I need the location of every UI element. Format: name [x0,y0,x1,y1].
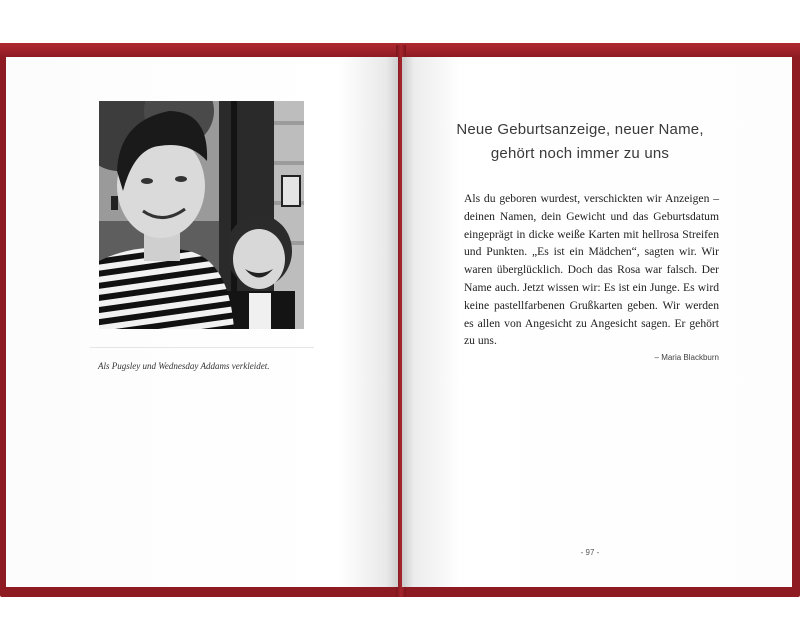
caption-divider [90,347,314,348]
attribution: – Maria Blackburn [654,353,719,362]
portrait-photo [99,101,304,329]
chapter-title [410,118,750,166]
chapter-title-line-1: Neue Geburtsanzeige, neuer Name, [456,121,704,138]
body-paragraph: Als du geboren wurdest, verschickten wir Anzeigen – deinen Namen, dein Gewicht und das Geburtsdatum eingeprägt in dicke weiße Karten mit hellrosa Streifen und Punkten. „Es ist ein Mädchen“, sagten wir. Wir waren überglücklich. Doch das Rosa war falsch. Der Name auch. Jetzt wissen wir: Es ist ein Junge. Es wird keine pastellfarbenen Grußkarten geben. Wir werden es allen von Angesicht zu Angesicht sagen. Er gehört zu uns. [464,192,719,348]
chapter-title-line-2: gehört noch immer zu uns [490,145,670,162]
photo-caption: Als Pugsley und Wednesday Addams verkleidet. [98,361,270,371]
page-number: - 97 - [580,548,600,557]
photo-illustration [99,101,304,329]
